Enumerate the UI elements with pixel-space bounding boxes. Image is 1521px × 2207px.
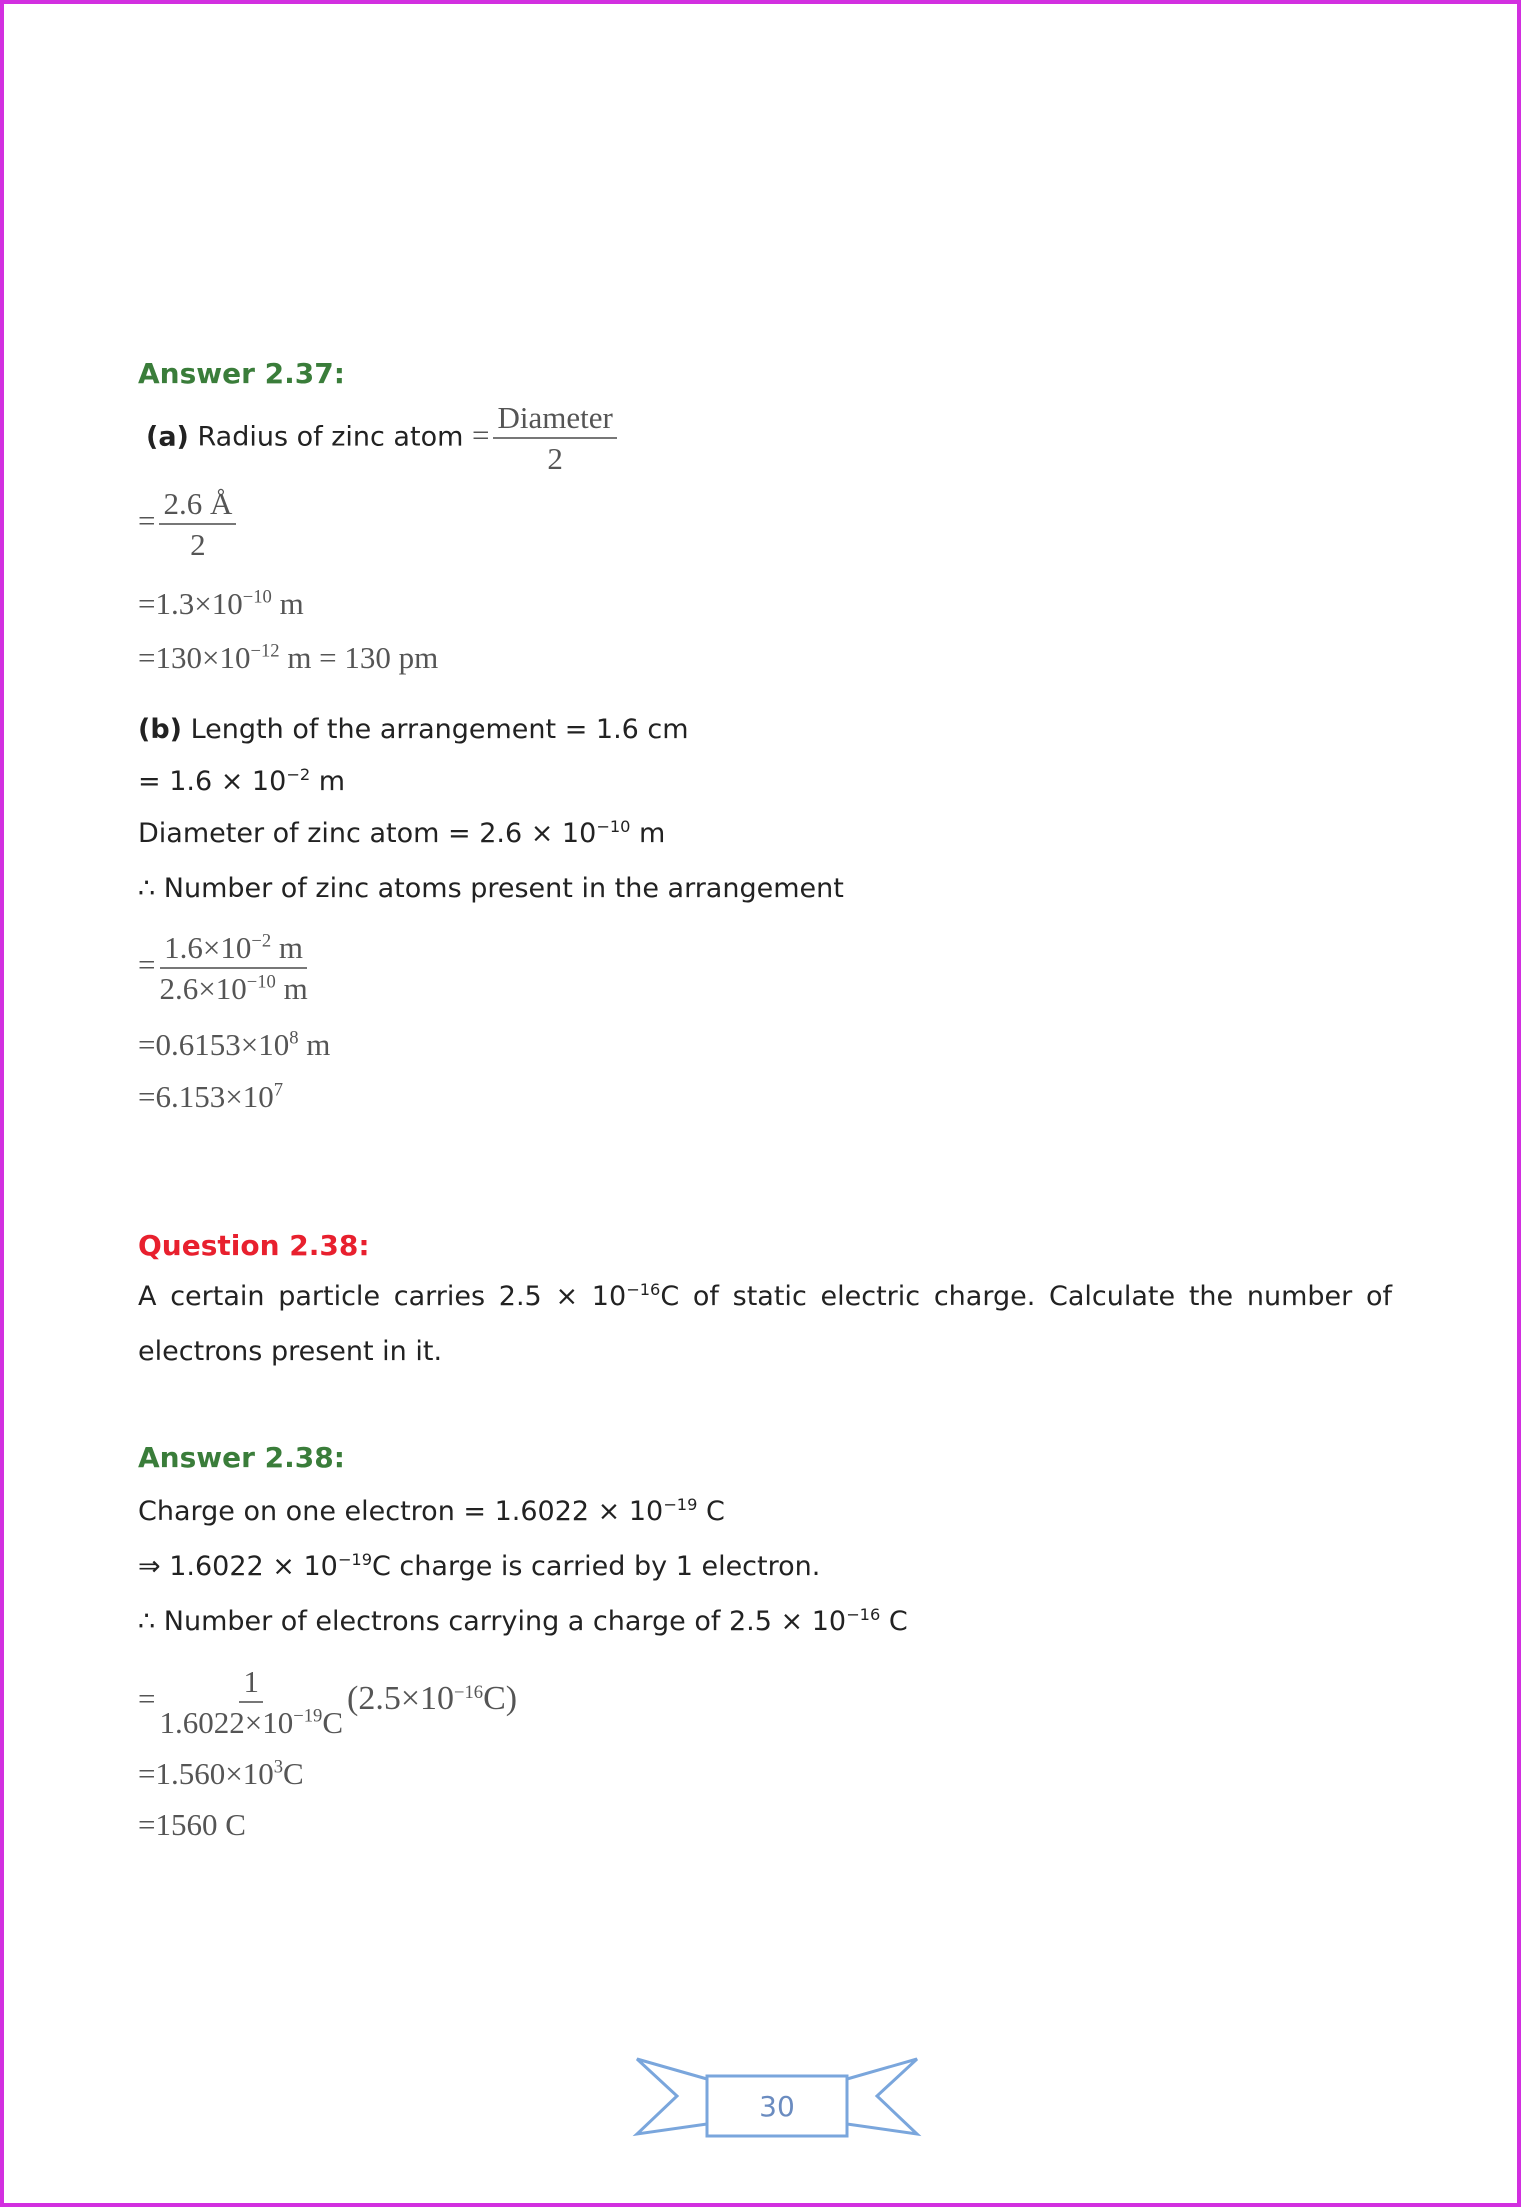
text: Radius of zinc atom xyxy=(197,421,464,453)
fraction xyxy=(159,1666,343,1738)
page-number: 30 xyxy=(759,2090,795,2123)
question-2-38-heading: Question 2.38: xyxy=(138,1229,370,1262)
numerator: 2.6 Å xyxy=(159,488,236,525)
numerator xyxy=(160,932,307,969)
text: Charge on one electron = 1.6022 × 10 xyxy=(138,1496,664,1527)
answer-2-37-heading: Answer 2.37: xyxy=(138,357,345,390)
eq: 1.6022×10 xyxy=(159,1705,294,1740)
numerator: 1 xyxy=(239,1666,263,1703)
denominator xyxy=(159,1703,343,1738)
equation-line xyxy=(138,642,438,673)
equation-line: =1560 C xyxy=(138,1807,246,1842)
unit: m xyxy=(630,818,666,849)
eq: 2.6×10 xyxy=(159,971,247,1006)
answer-b-line xyxy=(138,716,689,743)
exp: −12 xyxy=(250,640,280,662)
exp: −10 xyxy=(246,971,276,993)
fraction xyxy=(493,402,616,474)
text: C charge is carried by 1 electron. xyxy=(372,1551,821,1582)
exp: −16 xyxy=(626,1280,661,1299)
text: ⇒ 1.6022 × 10 xyxy=(138,1551,338,1582)
denominator xyxy=(159,969,307,1004)
exp: −10 xyxy=(242,586,272,608)
text: Length of the arrangement = 1.6 cm xyxy=(190,714,689,745)
text-line: ∴ Number of zinc atoms present in the arrangement xyxy=(138,873,844,904)
question-text xyxy=(138,1282,1392,1310)
equation-line: = $\frac{2.6 Å}{2}$ xyxy=(138,488,240,560)
text-line xyxy=(138,767,345,795)
part-label: (b) xyxy=(138,714,183,745)
unit: m xyxy=(310,766,346,797)
exp: −10 xyxy=(596,817,631,836)
unit: m xyxy=(271,930,304,965)
unit: m xyxy=(271,586,304,621)
numerator: Diameter xyxy=(493,402,616,439)
eq: 1.6×10 xyxy=(164,930,252,965)
answer-a-line: (a) Radius of zinc atom = $\frac{\text{Diameter}}{2}$ xyxy=(146,402,621,474)
unit: m xyxy=(275,971,308,1006)
text: Diameter of zinc atom = 2.6 × 10 xyxy=(138,818,597,849)
denominator: 2 xyxy=(190,527,206,562)
exp: −2 xyxy=(251,930,272,952)
eq: =1.3×10 xyxy=(138,586,243,621)
text-line xyxy=(138,1552,820,1580)
text: A certain particle carries 2.5 × 10 xyxy=(138,1281,627,1312)
text-line xyxy=(138,819,665,847)
eq: C) xyxy=(483,1680,518,1718)
equation-line xyxy=(138,588,304,619)
text: C of static electric charge. Calculate the number of xyxy=(660,1281,1392,1312)
text: ∴ Number of electrons carrying a charge of 2.5 × 10 xyxy=(138,1606,847,1637)
equation-line xyxy=(138,1029,330,1060)
exp: −19 xyxy=(293,1705,323,1727)
unit: C xyxy=(880,1606,908,1637)
exp: −19 xyxy=(663,1495,698,1514)
exp: −16 xyxy=(454,1681,484,1703)
unit: m xyxy=(298,1027,331,1062)
question-text: electrons present in it. xyxy=(138,1336,443,1367)
denominator: 2 xyxy=(547,441,563,476)
eq: =1.560×10 xyxy=(138,1756,274,1791)
unit: C xyxy=(697,1496,725,1527)
page-number-banner xyxy=(632,2054,922,2154)
equation-line: = $\frac{1.6\times 10^{-2} m}{2.6\times 10^{-10} m}$ xyxy=(138,930,308,1006)
exp: −19 xyxy=(337,1550,372,1569)
equation-line xyxy=(138,1081,283,1112)
exp: 7 xyxy=(273,1079,284,1101)
exp: −16 xyxy=(846,1605,881,1624)
unit: C xyxy=(322,1705,343,1740)
text-line xyxy=(138,1607,908,1635)
answer-2-38-heading: Answer 2.38: xyxy=(138,1441,345,1474)
exp: 3 xyxy=(273,1756,284,1778)
unit: C xyxy=(283,1756,304,1791)
equation-line: = $\frac{1}{1.6022\times 10^{-19}C}$ $(2.5\times 10^{-16}C)$ xyxy=(138,1664,518,1740)
text-line xyxy=(138,1497,725,1525)
equation-line xyxy=(138,1758,304,1789)
exp: 8 xyxy=(289,1027,299,1049)
eq: =130×10 xyxy=(138,640,251,675)
unit: m = 130 pm xyxy=(279,640,439,675)
fraction xyxy=(159,488,236,560)
eq: (2.5×10 xyxy=(347,1680,454,1718)
text: = 1.6 × 10 xyxy=(138,766,287,797)
eq: =0.6153×10 xyxy=(138,1027,290,1062)
eq: =6.153×10 xyxy=(138,1079,274,1114)
exp: −2 xyxy=(286,765,311,784)
part-label: (a) xyxy=(146,421,189,453)
fraction xyxy=(159,932,307,1004)
